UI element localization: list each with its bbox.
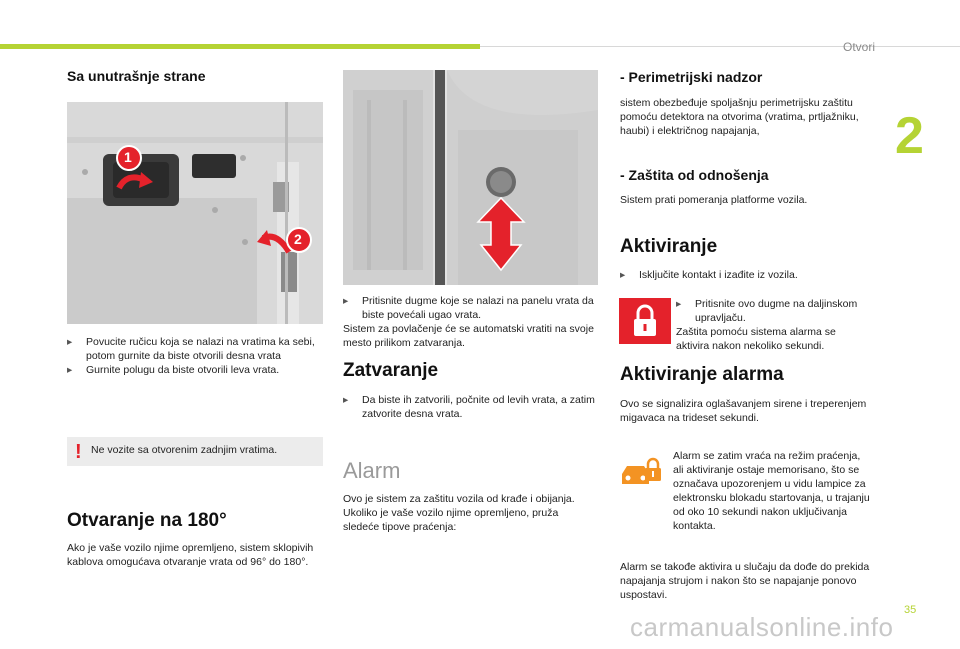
door-handle-illustration [67,102,323,324]
padlock-icon [619,298,671,344]
retract-note: Sistem za povlačenje će se automatski vratiti na svoje mesto prilikom zatvaranja. [343,323,594,349]
car-lock-icon [620,456,662,490]
page-number: 35 [904,604,917,616]
lock-button-icon [619,298,671,344]
perimeter-title: - Perimetrijski nadzor [620,69,763,85]
bullet-icon: ▸ [343,295,349,307]
activation-title: Aktiviranje [620,236,718,257]
bullet-text: Pritisnite ovo dugme na daljinskom upravljaču. [695,298,858,324]
alarm-trigger-title: Aktiviranje alarma [620,364,784,385]
power-loss-text: Alarm se takođe aktivira u slučaju da dođe do prekida napajanja strujom i nakon što se napajanje ponovo uspostavi. [620,561,870,601]
door-button-illustration [343,70,598,285]
bullet-icon: ▸ [67,364,73,376]
watermark: carmanualsonline.info [630,612,894,642]
callout-1-label: 1 [124,149,132,165]
bullet-item [67,335,323,363]
theft-text: Sistem prati pomeranja platforme vozila. [620,194,808,206]
bullet-icon: ▸ [676,298,682,310]
bullet-text: Isključite kontakt i izađite iz vozila. [639,269,798,281]
warning-icon: ! [75,441,82,463]
header-rule [480,46,960,47]
bullet-icon: ▸ [343,394,349,406]
bullet-text: Povucite ručicu koja se nalazi na vratima ka sebi, potom gurnite da biste otvorili desna vrata [86,336,315,362]
warning-box [67,437,323,466]
remote-note: Zaštita pomoću sistema alarma se aktivira nakon nekoliko sekundi. [676,326,836,352]
button-bullet [343,294,598,322]
section-name: Otvori [842,40,875,54]
bullet-icon: ▸ [620,269,626,281]
bullet-text: Pritisnite dugme koje se nalazi na panelu vrata da biste povećali ugao vrata. [362,295,594,321]
header-accent-bar [0,44,480,49]
remote-bullet [676,297,866,325]
alarm-intro: Ovo je sistem za zaštitu vozila od krađe i obijanja. Ukoliko je vaše vozilo njime opremljeno, pruža sledeće tipove praćenja: [343,493,575,533]
heading-inside: Sa unutrašnje strane [67,68,206,84]
bullet-item [67,363,323,377]
theft-title: - Zaštita od odnošenja [620,167,769,183]
activation-bullet [620,268,878,282]
chapter-number: 2 [895,107,924,165]
door-button-photo [343,70,598,285]
bullet-text: Gurnite polugu da biste otvorili leva vrata. [86,364,280,376]
alarm-memory-icon [620,456,662,490]
callout-2-label: 2 [294,231,302,247]
alarm-memory-text: Alarm se zatim vraća na režim praćenja, ali aktiviranje ostaje memorisano, što se označava upozorenjem u vidu lampice za elektronsku blokadu startovanja, u trajanju od oko 10 sekundi nakon uključivanja kontakta. [673,450,870,532]
closing-title: Zatvaranje [343,360,439,381]
alarm-trigger-text: Ovo se signalizira oglašavanjem sirene i treperenjem migavaca na trideset sekundi. [620,398,867,424]
door-handle-photo [67,102,323,324]
open-bullets [67,335,323,377]
section-180-text: Ako je vaše vozilo njime opremljeno, sistem sklopivih kablova omogućava otvaranje vrata od 96° do 180°. [67,542,314,568]
bullet-text: Da biste ih zatvorili, počnite od levih vrata, a zatim zatvorite desna vrata. [362,394,595,420]
perimeter-text: sistem obezbeđuje spoljašnju perimetrijsku zaštitu pomoću detektora na otvorima (vratima, prtljažniku, haubi) i električnog napajanja, [620,97,859,137]
alarm-title: Alarm [343,458,401,483]
bullet-icon: ▸ [67,336,73,348]
section-180-title: Otvaranje na 180° [67,510,227,531]
closing-bullet [343,393,598,421]
warning-text: Ne vozite sa otvorenim zadnjim vratima. [91,444,278,456]
